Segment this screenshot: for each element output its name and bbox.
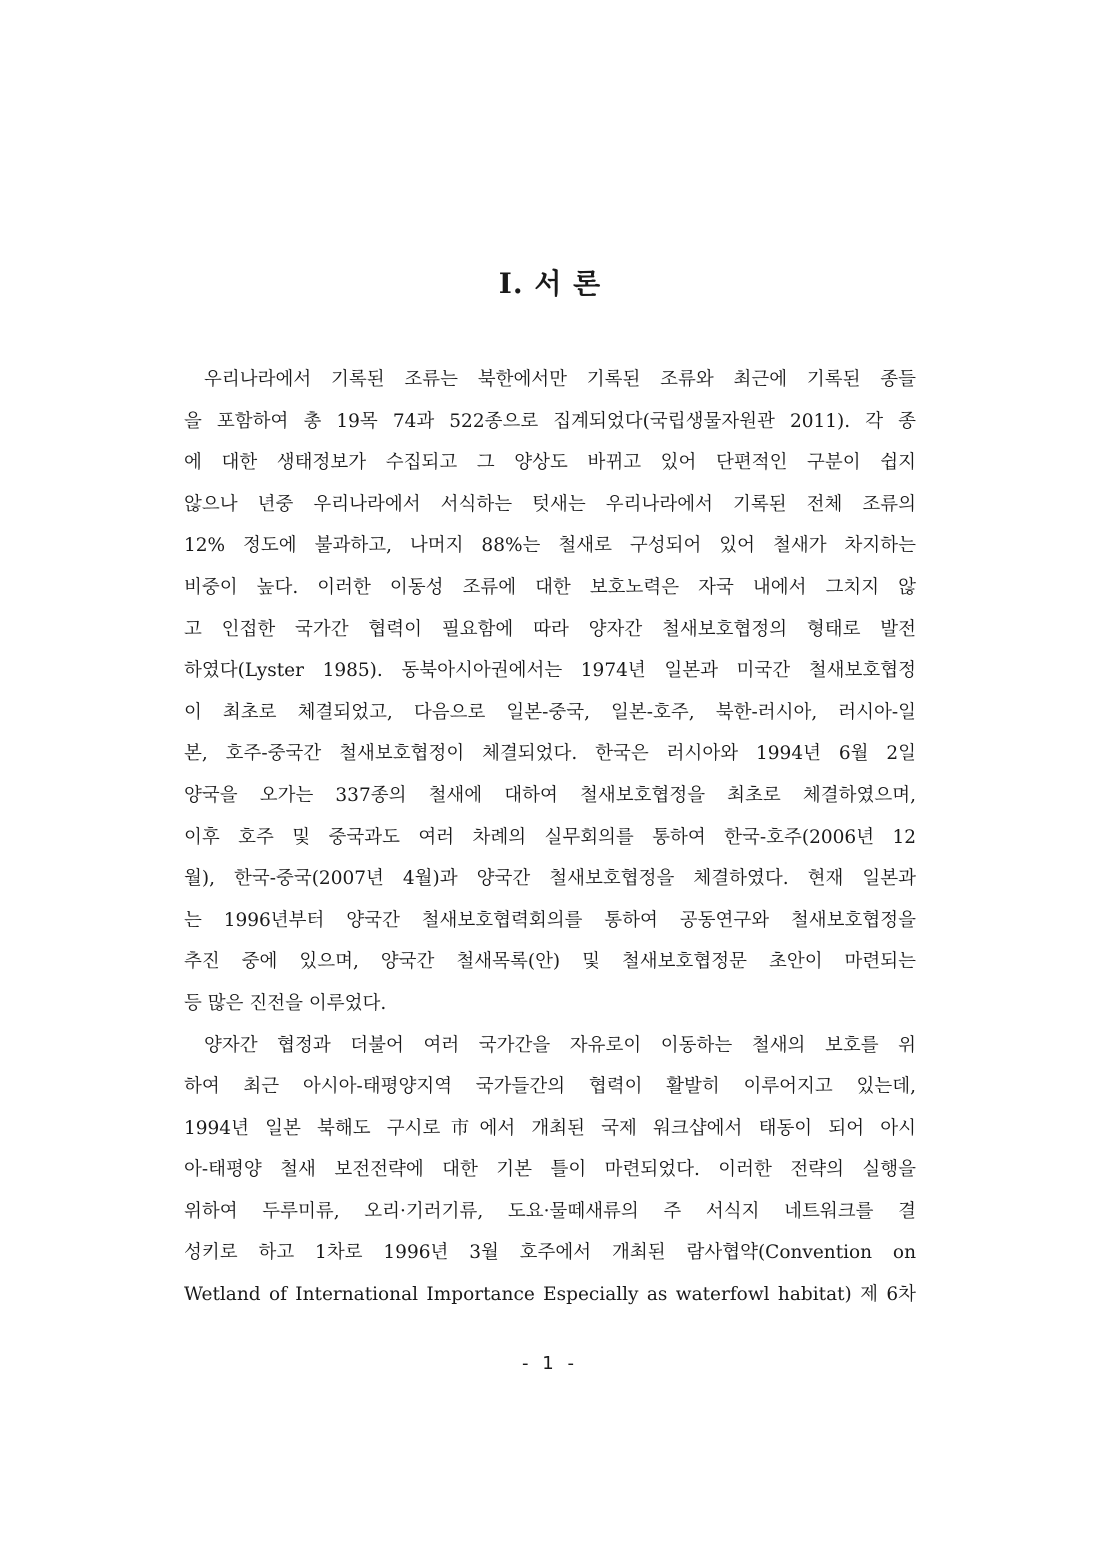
- paragraph-1-line-4: 않으나 년중 우리나라에서 서식하는 텃새는 우리나라에서 기록된 전체 조류의: [184, 493, 916, 515]
- paragraph-1-line-3: 에 대한 생태정보가 수집되고 그 양상도 바뀌고 있어 단편적인 구분이 쉽지: [184, 452, 916, 474]
- paragraph-2-line-3: 1994년 일본 북해도 구시로市에서 개최된 국제 워크샵에서 태동이 되어 아시: [184, 1117, 916, 1139]
- body-text: [184, 364, 916, 1321]
- paragraph-1-line-2: 을 포함하여 총 19목 74과 522종으로 집계되었다(국립생물자원관 2011). 각 종: [184, 410, 916, 432]
- paragraph-1-line-16: 등 많은 진전을 이루었다.: [184, 992, 387, 1014]
- paragraph-2-line-1: 양자간 협정과 더불어 여러 국가간을 자유로이 이동하는 철새의 보호를 위: [204, 1034, 916, 1056]
- paragraph-2-line-7: Wetland of International Importance Especially as waterfowl habitat) 제 6차: [184, 1284, 916, 1306]
- paragraph-1-line-10: 본, 호주-중국간 철새보호협정이 체결되었다. 한국은 러시아와 1994년 6월 2일: [184, 743, 916, 765]
- paragraph-1-line-1: 우리나라에서 기록된 조류는 북한에서만 기록된 조류와 최근에 기록된 종들: [204, 369, 916, 390]
- section-title: I. 서 론: [498, 267, 602, 300]
- page-number: - 1 -: [522, 1353, 578, 1374]
- paragraph-1-line-13: 월), 한국-중국(2007년 4월)과 양국간 철새보호협정을 체결하였다. 현재 일본과: [184, 868, 916, 890]
- paragraph-2-line-6: 성키로 하고 1차로 1996년 3월 호주에서 개최된 람사협약(Convention on: [184, 1242, 916, 1264]
- paragraph-1-line-9: 이 최초로 체결되었고, 다음으로 일본-중국, 일본-호주, 북한-러시아, 러시아-일: [184, 701, 916, 723]
- paragraph-1-line-6: 비중이 높다. 이러한 이동성 조류에 대한 보호노력은 자국 내에서 그치지 않: [184, 576, 916, 598]
- paragraph-1-line-15: 추진 중에 있으며, 양국간 철새목록(안) 및 철새보호협정문 초안이 마련되는: [184, 951, 916, 973]
- paragraph-1-line-8: 하였다(Lyster 1985). 동북아시아권에서는 1974년 일본과 미국간 철새보호협정: [184, 660, 916, 682]
- paragraph-2-line-5: 위하여 두루미류, 오리·기러기류, 도요·물떼새류의 주 서식지 네트워크를 결: [184, 1200, 916, 1222]
- paragraph-1-line-7: 고 인접한 국가간 협력이 필요함에 따라 양자간 철새보호협정의 형태로 발전: [184, 618, 916, 640]
- paragraph-1-line-5: 12% 정도에 불과하고, 나머지 88%는 철새로 구성되어 있어 철새가 차지하는: [184, 535, 916, 557]
- paragraph-1-line-11: 양국을 오가는 337종의 철새에 대하여 철새보호협정을 최초로 체결하였으며,: [184, 784, 916, 806]
- paragraph-2-line-2: 하여 최근 아시아-태평양지역 국가들간의 협력이 활발히 이루어지고 있는데,: [184, 1076, 916, 1098]
- paragraph-1-line-12: 이후 호주 및 중국과도 여러 차례의 실무회의를 통하여 한국-호주(2006년 12: [184, 826, 916, 848]
- paragraph-2-line-4: 아-태평양 철새 보전전략에 대한 기본 틀이 마련되었다. 이러한 전략의 실행을: [184, 1159, 916, 1181]
- paragraph-1-line-14: 는 1996년부터 양국간 철새보호협력회의를 통하여 공동연구와 철새보호협정을: [184, 909, 916, 931]
